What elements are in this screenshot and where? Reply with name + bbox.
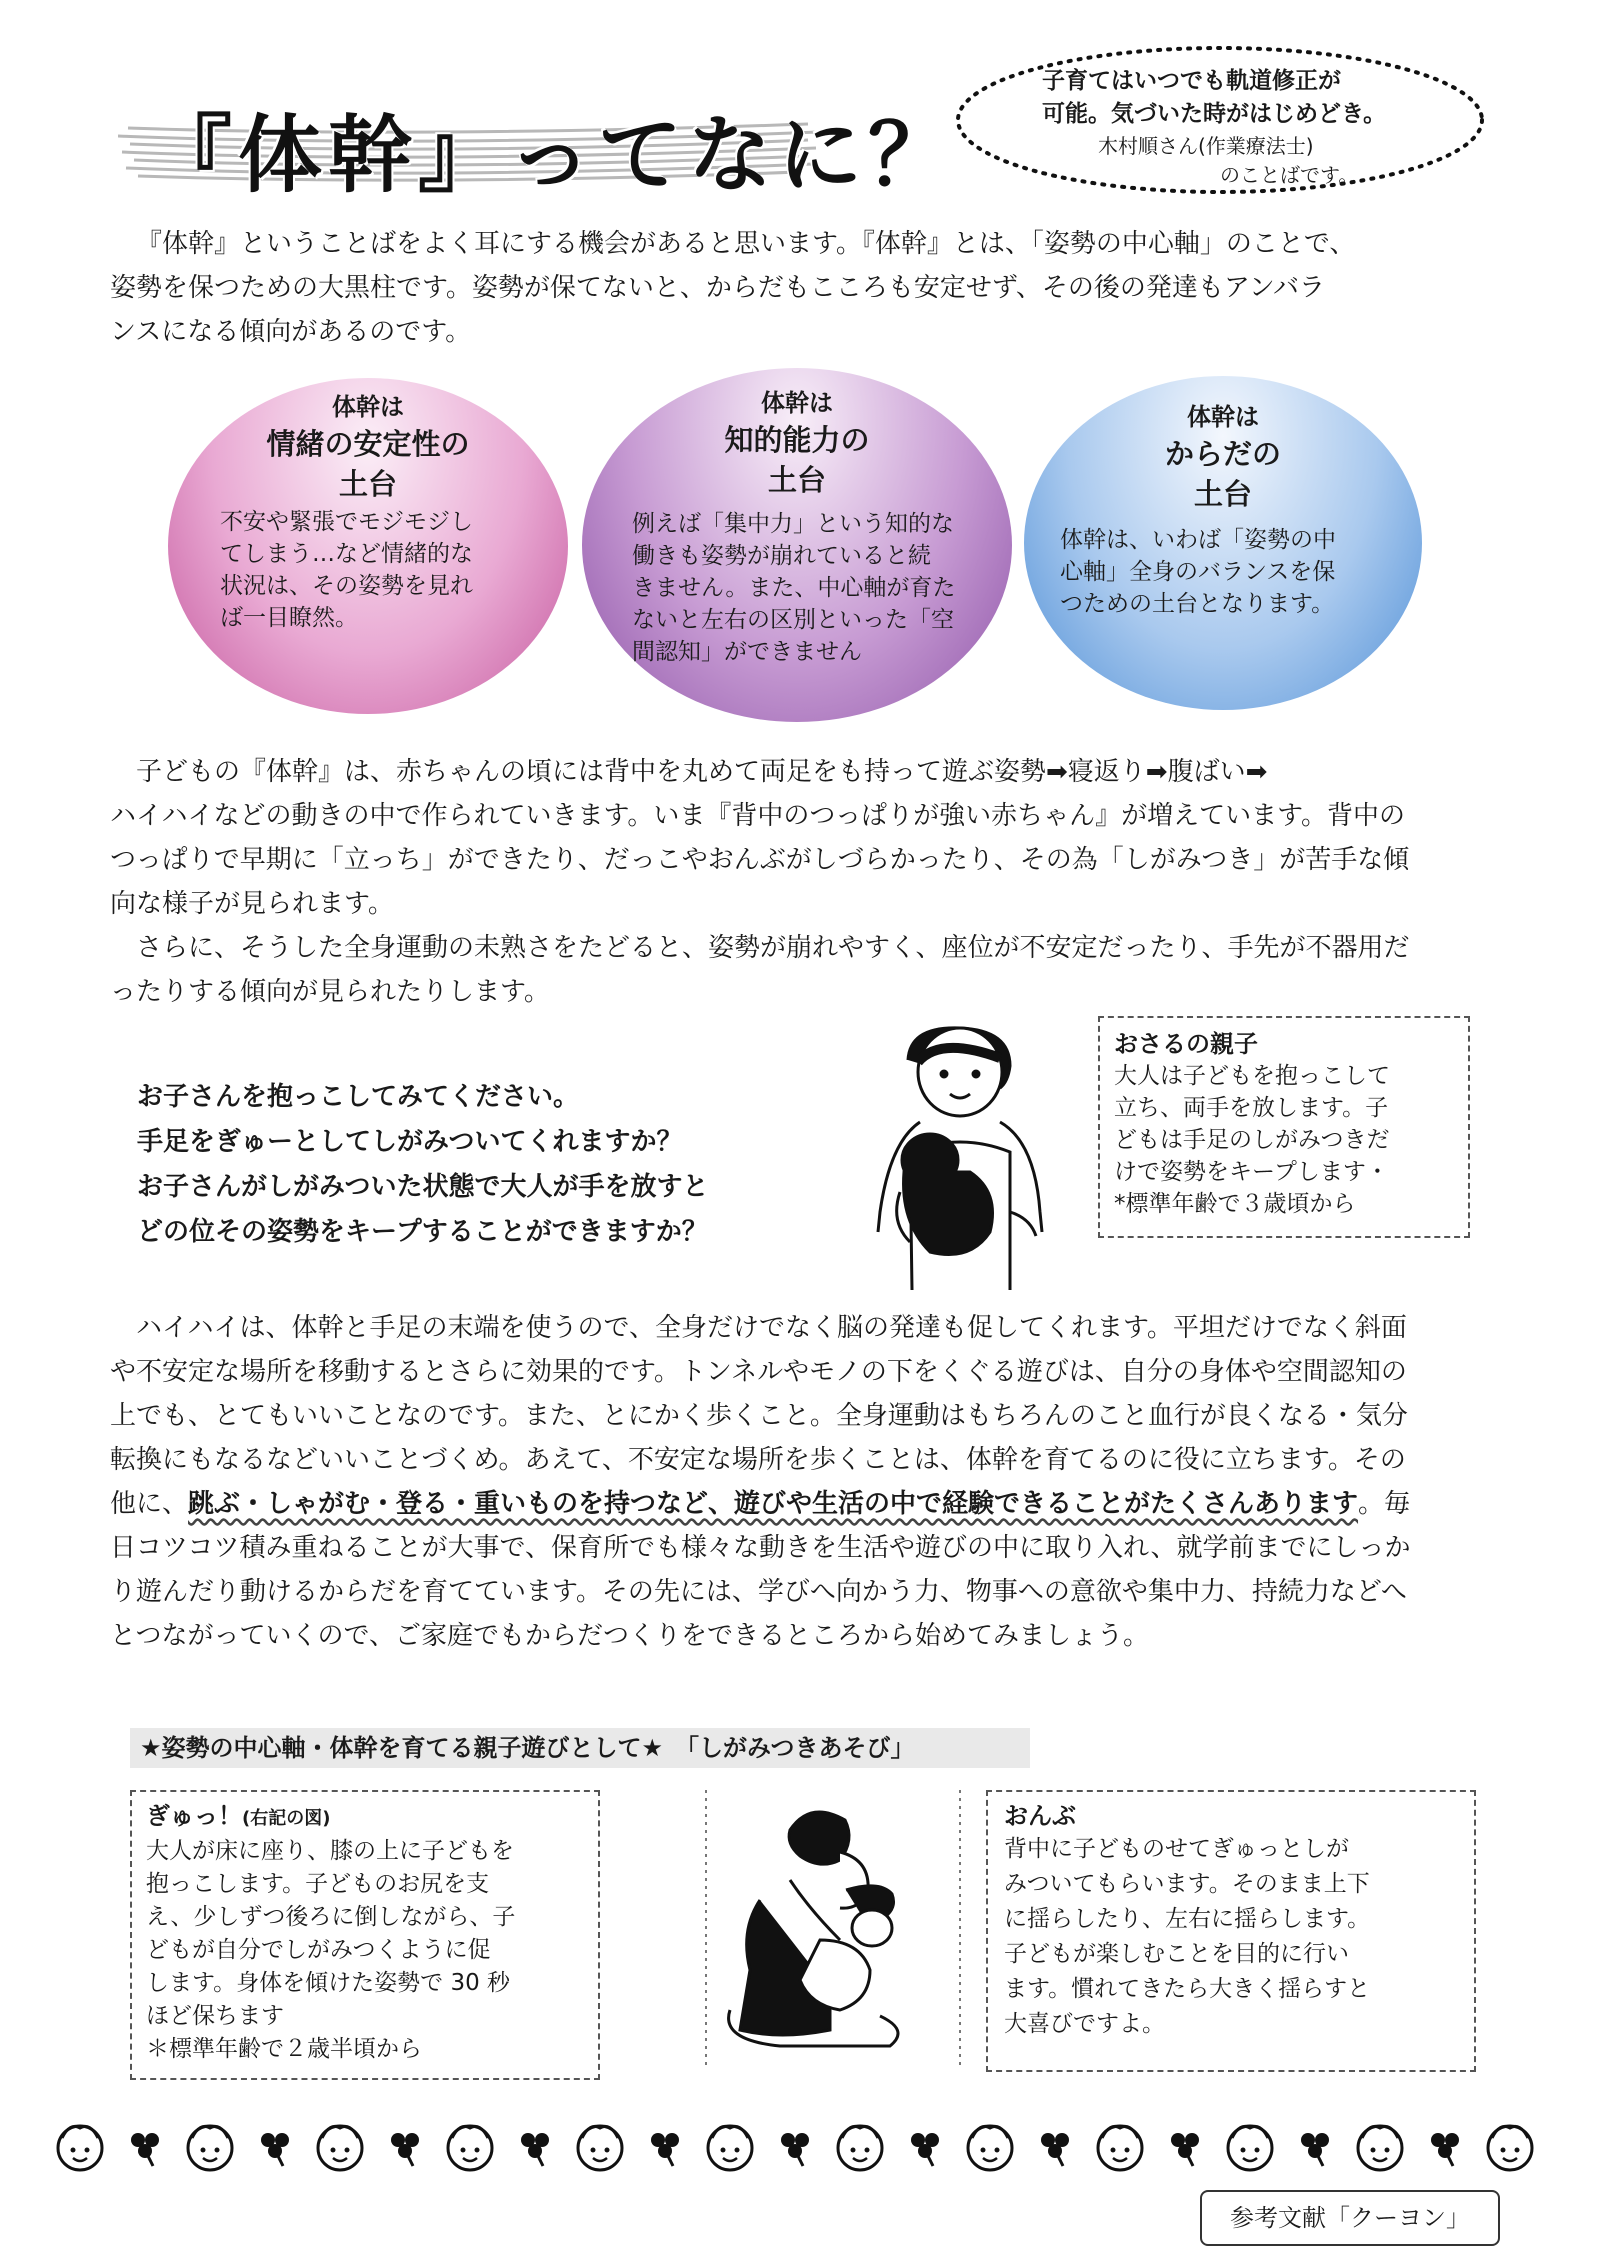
- circle-intellect-title-2: 土台: [767, 463, 826, 497]
- dev-line-4: 向な様子が見られます。: [110, 889, 394, 919]
- dev-line-3: つっぱりで早期に「立っち」ができたり、だっこやおんぶがしづらかったり、その為「しがみつき」が苦手な傾: [110, 845, 1410, 875]
- question-line-2: 手足をぎゅーとしてしがみついてくれますか？: [137, 1127, 683, 1157]
- quote-suffix: のことばです。: [1220, 163, 1359, 187]
- crawl-emphasis: 跳ぶ・しゃがむ・登る・重いものを持つなど、遊びや生活の中で経験できることがたくさんあります: [188, 1489, 1359, 1519]
- osaru-body-3: どもは手足のしがみつきだ: [1114, 1127, 1390, 1153]
- development-paragraph: [110, 750, 1520, 1014]
- circle-intellect-body-2: 働きも姿勢が崩れていると続: [632, 543, 931, 569]
- intro-line-3: ンスになる傾向があるのです。: [110, 317, 472, 347]
- question-line-1: お子さんを抱っこしてみてください。: [137, 1082, 580, 1112]
- dev-line-6: ったりする傾向が見られたりします。: [110, 977, 550, 1007]
- circle-intellect-body-4: ないと左右の区別といった「空: [632, 607, 954, 633]
- circle-intellect-body-5: 間認知」ができません: [632, 639, 862, 665]
- onbu-box: [986, 1790, 1476, 2072]
- osaru-body-1: 大人は子どもを抱っこして: [1114, 1063, 1390, 1089]
- circle-emotion-title: 情緒の安定性の: [266, 427, 470, 461]
- adult-holding-child-illustration: [860, 1022, 1080, 1292]
- onbu-title: おんぶ: [1004, 1802, 1076, 1830]
- circle-intellect-body-1: 例えば「集中力」という知的な: [632, 511, 954, 537]
- osaru-body-2: 立ち、両手を放します。子: [1114, 1095, 1389, 1121]
- circle-emotion-body-2: てしまう…など情緒的な: [220, 541, 473, 567]
- onbu-body-4: 子どもが楽しむことを目的に行い: [1004, 1941, 1349, 1967]
- crawl-line-6: 日コツコツ積み重ねることが大事で、保育所でも様々な動きを生活や遊びの中に取り入れ、就学前までにしっか: [110, 1533, 1411, 1563]
- crawl-line-2: や不安定な場所を移動するとさらに効果的です。トンネルやモノの下をくぐる遊びは、自分の身体や空間認知の: [110, 1357, 1407, 1387]
- onbu-body-5: ます。慣れてきたら大きく揺らすと: [1004, 1976, 1371, 2002]
- gyu-body-5: します。身体を傾けた姿勢で 30 秒: [146, 1970, 511, 1996]
- onbu-body-3: に揺らしたり、左右に揺らします。: [1004, 1906, 1371, 1932]
- crawl-line-7: り遊んだり動けるからだを育てています。その先には、学びへ向かう力、物事への意欲や集中力、持続力などへ: [110, 1577, 1407, 1607]
- onbu-body-1: 背中に子どものせてぎゅっとしが: [1004, 1836, 1349, 1862]
- gyu-box: [130, 1790, 600, 2080]
- osaru-title: おさるの親子: [1114, 1030, 1258, 1058]
- intro-line-2: 姿勢を保つための大黒柱です。姿勢が保てないと、からだもこころも安定せず、その後の発達もアンバラ: [110, 273, 1325, 303]
- question-line-4: どの位その姿勢をキープすることができますか？: [137, 1217, 708, 1247]
- quote-line-2: 可能。気づいた時がはじめどき。: [1042, 101, 1387, 127]
- circle-intellect-head: 体幹は: [761, 389, 833, 417]
- circle-body: [1024, 376, 1422, 710]
- osaru-body-4: けで姿勢をキープします・: [1114, 1159, 1389, 1185]
- quote-author: 木村順さん(作業療法士): [1098, 134, 1314, 158]
- gyu-title: ぎゅっ！: [146, 1802, 242, 1830]
- quote-bubble: [950, 40, 1490, 200]
- circle-emotion-body-4: ば一目瞭然。: [220, 605, 358, 631]
- osaru-note: *標準年齢で３歳頃から: [1114, 1191, 1356, 1217]
- circle-emotion: [168, 378, 568, 714]
- play-banner: ★姿勢の中心軸・体幹を育てる親子遊びとして★ 「しがみつきあそび」: [130, 1728, 1030, 1768]
- crawl-line-8: とつながっていくので、ご家庭でもからだつくりをできるところから始めてみましょう。: [110, 1621, 1149, 1651]
- page-title: 『体幹』ってなに？: [148, 106, 959, 204]
- circle-body-head: 体幹は: [1187, 403, 1259, 431]
- crawl-line-4: 転換にもなるなどいいことづくめ。あえて、不安定な場所を歩くことは、体幹を育てるのに役に立ちます。その: [110, 1445, 1406, 1475]
- hug-illustration: [640, 1790, 970, 2080]
- crawl-line-5: [110, 1482, 1520, 1526]
- crawling-paragraph: [110, 1306, 1520, 1658]
- circle-body-body-3: つための土台となります。: [1060, 591, 1335, 617]
- gyu-title-sub: (右記の図): [242, 1808, 331, 1829]
- circle-body-body-1: 体幹は、いわば「姿勢の中: [1060, 527, 1336, 553]
- dev-line-2: ハイハイなどの動きの中で作られていきます。いま『背中のつっぱりが強い赤ちゃん』が増えています。背中の: [110, 801, 1406, 831]
- title-block: [118, 78, 959, 204]
- gyu-body-4: どもが自分でしがみつくように促: [146, 1937, 491, 1963]
- gyu-body-3: え、少しずつ後ろに倒しながら、子: [146, 1904, 516, 1930]
- dev-line-5: さらに、そうした全身運動の未熟さをたどると、姿勢が崩れやすく、座位が不安定だったり、手先が不器用だ: [136, 933, 1410, 963]
- gyu-note: ＊標準年齢で２歳半頃から: [146, 2036, 422, 2062]
- onbu-body-6: 大喜びですよ。: [1004, 2011, 1165, 2037]
- circle-body-title-2: 土台: [1193, 477, 1252, 511]
- circle-body-title: からだの: [1164, 437, 1281, 471]
- question-line-3: お子さんがしがみついた状態で大人が手を放すと: [137, 1172, 709, 1202]
- gyu-body-6: ほど保ちます: [146, 2003, 284, 2029]
- onbu-body-2: みついてもらいます。そのまま上下: [1004, 1871, 1370, 1897]
- crawl-line-1: ハイハイは、体幹と手足の末端を使うので、全身だけでなく脳の発達も促してくれます。平坦だけでなく斜面: [136, 1313, 1407, 1343]
- circle-intellect-body-3: きません。また、中心軸が育た: [632, 575, 956, 601]
- circle-emotion-body-1: 不安や緊張でモジモジし: [220, 509, 473, 535]
- intro-paragraph: [110, 222, 1520, 354]
- quote-line-1: 子育てはいつでも軌道修正が: [1042, 68, 1341, 94]
- gyu-body-2: 抱っこします。子どものお尻を支: [146, 1871, 490, 1897]
- dev-line-1: 子どもの『体幹』は、赤ちゃんの頃には背中を丸めて両足をも持って遊ぶ姿勢➡寝返り➡腹ばい➡: [136, 757, 1268, 787]
- border-glyphs: [58, 2126, 1532, 2170]
- intro-line-1: 『体幹』ということばをよく耳にする機会があると思います。『体幹』とは、「姿勢の中心軸」のことで、: [136, 229, 1356, 259]
- question-block: [137, 1075, 708, 1255]
- circle-intellect-title: 知的能力の: [724, 423, 870, 457]
- gyu-body-1: 大人が床に座り、膝の上に子どもを: [146, 1838, 514, 1864]
- crawl-line-5-post: 。毎: [1358, 1489, 1411, 1519]
- osaru-box: [1098, 1016, 1470, 1238]
- circle-body-body-2: 心軸」全身のバランスを保: [1060, 559, 1336, 585]
- crawl-line-5-pre: 他に、: [110, 1489, 189, 1519]
- circle-emotion-body-3: 状況は、その姿勢を見れ: [220, 573, 473, 599]
- crawl-line-3: 上でも、とてもいいことなのです。また、とにかく歩くこと。全身運動はもちろんのこと血行が良くなる・気分: [110, 1401, 1408, 1431]
- reference-label: 参考文献「クーヨン」: [1200, 2190, 1500, 2246]
- circle-intellect: [582, 368, 1012, 722]
- circle-emotion-head: 体幹は: [332, 393, 404, 421]
- decorative-border: [50, 2118, 1560, 2178]
- circle-emotion-title-2: 土台: [338, 467, 397, 501]
